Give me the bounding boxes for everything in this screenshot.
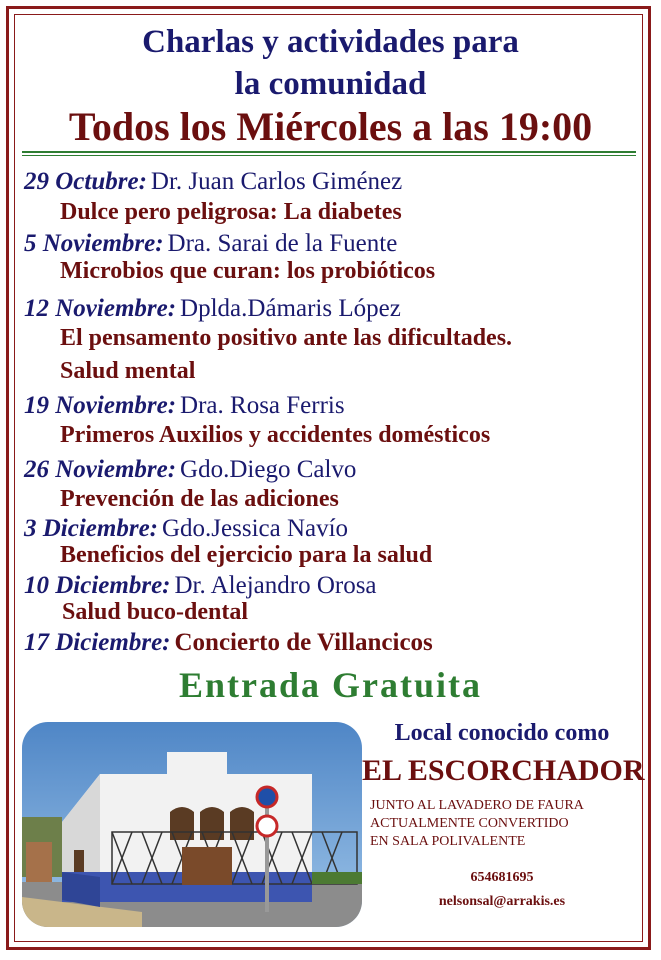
event-topic: Salud buco-dental (62, 599, 249, 625)
event-speaker: Gdo.Jessica Navío (161, 515, 349, 542)
event-topic: Dulce pero peligrosa: La diabetes (60, 199, 402, 225)
free-entry-banner: Entrada Gratuita (178, 665, 482, 705)
event-date: 26 Noviembre: (24, 456, 177, 483)
event-date: 12 Noviembre: (24, 295, 177, 322)
title-line-2: la comunidad (234, 66, 427, 102)
address-line-1: JUNTO AL LAVADERO DE FAURA (370, 798, 584, 813)
event-row (24, 295, 401, 323)
title-line-1: Charlas y actividades para (142, 24, 519, 60)
schedule-subtitle: Todos los Miércoles a las 19:00 (68, 104, 593, 149)
event-row (24, 456, 356, 484)
event-date: 5 Noviembre: (24, 230, 164, 257)
event-speaker: Dr. Alejandro Orosa (174, 572, 377, 599)
building-photo (22, 722, 362, 927)
event-speaker: Dplda.Dámaris López (180, 295, 401, 322)
contact-email[interactable]: nelsonsal@arrakis.es (438, 894, 566, 909)
location-name: EL ESCORCHADOR (362, 754, 645, 787)
event-topic: Prevención de las adiciones (60, 486, 339, 512)
event-speaker: Dr. Juan Carlos Giménez (150, 168, 403, 195)
address-line-3: EN SALA POLIVALENTE (370, 834, 526, 849)
event-topic: El pensamento positivo ante las dificultades. (60, 325, 513, 351)
event-row (24, 629, 433, 657)
event-date: 19 Noviembre: (24, 392, 177, 419)
event-topic: Beneficios del ejercicio para la salud (60, 542, 433, 568)
event-date: 10 Diciembre: (24, 572, 171, 599)
event-date: 3 Diciembre: (24, 515, 158, 542)
event-topic-line2: Salud mental (60, 358, 196, 384)
event-date: 17 Diciembre: (24, 629, 171, 656)
divider-line (22, 151, 636, 153)
event-row (24, 572, 377, 600)
event-row (24, 168, 402, 196)
event-speaker: Dra. Rosa Ferris (180, 392, 345, 419)
event-topic: Microbios que curan: los probióticos (60, 258, 436, 284)
event-concert: Concierto de Villancicos (174, 629, 433, 656)
divider-line-thin (22, 155, 636, 156)
location-label: Local conocido como (394, 720, 610, 746)
contact-phone: 654681695 (470, 870, 534, 885)
event-date: 29 Octubre: (24, 168, 147, 195)
event-row (24, 230, 397, 258)
event-speaker: Dra. Sarai de la Fuente (167, 230, 398, 257)
event-topic: Primeros Auxilios y accidentes domésticos (60, 422, 491, 448)
address-line-2: ACTUALMENTE CONVERTIDO (370, 816, 569, 831)
event-row (24, 392, 345, 420)
event-row (24, 515, 348, 543)
event-speaker: Gdo.Diego Calvo (180, 456, 357, 483)
